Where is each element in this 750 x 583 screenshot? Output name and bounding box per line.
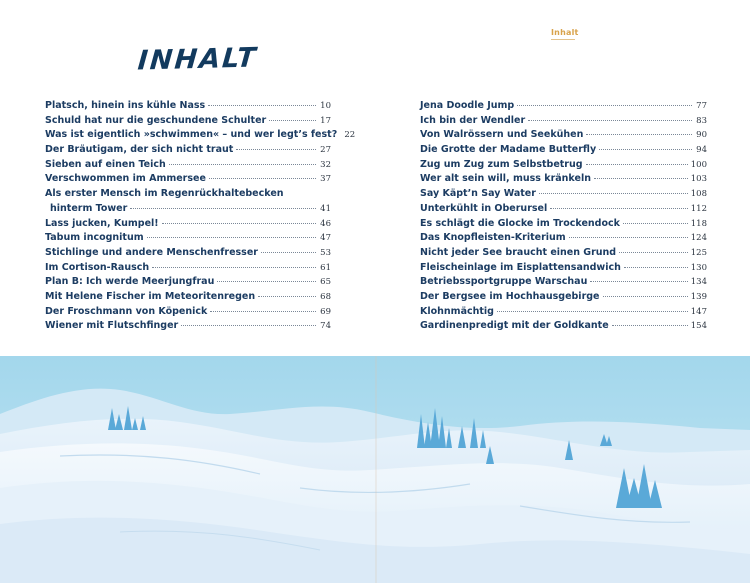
toc-leader	[603, 296, 688, 297]
toc-entry[interactable]	[420, 261, 707, 276]
toc-entry[interactable]	[420, 143, 707, 158]
toc-entry-title: Unterkühlt in Oberursel	[420, 202, 548, 214]
toc-entry[interactable]	[45, 143, 331, 158]
toc-leader	[162, 223, 316, 224]
toc-leader	[528, 120, 692, 121]
toc-entry-title: Zug um Zug zum Selbstbetrug	[420, 158, 583, 170]
toc-entry-continuation[interactable]	[45, 202, 331, 217]
toc-entry[interactable]	[420, 99, 707, 114]
toc-entry-title: Nicht jeder See braucht einen Grund	[420, 246, 617, 258]
toc-entry-title: Sieben auf einen Teich	[45, 158, 166, 170]
toc-entry-title: Schuld hat nur die geschundene Schulter	[45, 114, 267, 126]
toc-leader	[497, 311, 688, 312]
page-title: INHALT	[136, 42, 259, 77]
toc-entry-title: Der Bergsee im Hochhausgebirge	[420, 290, 600, 302]
toc-entry[interactable]	[45, 290, 331, 305]
toc-entry-page: 154	[690, 321, 707, 332]
toc-entry[interactable]	[45, 99, 331, 114]
toc-entry-title: Gardinenpredigt mit der Goldkante	[420, 320, 609, 332]
toc-entry-page: 108	[690, 189, 707, 200]
toc-entry-title: Der Bräutigam, der sich nicht traut	[45, 144, 234, 156]
toc-leader	[586, 164, 688, 165]
toc-entry-page: 10	[320, 101, 331, 111]
toc-entry-title: Verschwommen im Ammersee	[45, 173, 206, 185]
toc-entry-page: 53	[320, 247, 331, 258]
toc-entry-page: 134	[690, 277, 707, 288]
toc-entry-title: Es schlägt die Glocke im Trockendock	[420, 217, 620, 229]
toc-leader	[517, 105, 692, 106]
toc-leader	[208, 105, 316, 106]
toc-entry-page: 27	[320, 145, 331, 156]
toc-entry[interactable]	[420, 305, 707, 320]
toc-entry[interactable]	[45, 231, 331, 246]
toc-entry-title: Say Käpt’n Say Water	[420, 188, 536, 200]
toc-leader	[181, 325, 316, 326]
toc-entry-title: Lass jucken, Kumpel!	[45, 217, 159, 229]
toc-entry-page: 103	[690, 174, 707, 185]
toc-leader	[590, 281, 687, 282]
toc-entry-title: hinterm Tower	[50, 202, 128, 214]
toc-entry-page: 147	[690, 306, 707, 317]
toc-leader	[599, 149, 692, 150]
running-head: Inhalt	[551, 28, 579, 40]
toc-entry[interactable]	[45, 261, 331, 276]
toc-entry-title: Das Knopfleisten-Kriterium	[420, 232, 566, 244]
toc-entry[interactable]	[45, 246, 331, 261]
toc-entry-page: 41	[320, 203, 331, 214]
toc-entry-title: Stichlinge und andere Menschenfresser	[45, 246, 258, 258]
toc-entry-title: Fleischeinlage im Eisplattensandwich	[420, 261, 621, 273]
toc-entry[interactable]	[420, 275, 707, 290]
toc-entry-title: Was ist eigentlich »schwimmen« – und wer legt’s fest?	[45, 129, 338, 141]
toc-entry-page: 22	[344, 130, 356, 141]
toc-entry[interactable]	[45, 305, 331, 320]
toc-entry[interactable]	[45, 172, 331, 187]
toc-entry-title: Klohnmächtig	[420, 305, 494, 317]
toc-entry[interactable]	[420, 231, 707, 246]
toc-entry-title: Der Froschmann von Köpenick	[45, 305, 208, 317]
toc-entry[interactable]	[45, 217, 331, 232]
toc-entry-page: 83	[696, 115, 707, 126]
toc-leader	[130, 208, 316, 209]
toc-leader	[619, 252, 688, 253]
toc-entry-title: Die Grotte der Madame Butterfly	[420, 144, 597, 156]
toc-leader	[550, 208, 688, 209]
toc-right-column	[420, 99, 707, 334]
toc-entry-page: 61	[320, 262, 331, 273]
toc-entry-title: Als erster Mensch im Regenrückhaltebecken	[45, 188, 284, 200]
toc-entry[interactable]	[420, 114, 707, 129]
toc-entry-page: 139	[690, 291, 707, 302]
toc-entry[interactable]	[45, 158, 331, 173]
toc-entry-page: 17	[320, 115, 331, 126]
toc-entry[interactable]	[420, 246, 707, 261]
toc-entry-page: 68	[320, 291, 331, 302]
toc-entry-page: 47	[320, 233, 331, 244]
toc-entry-title: Platsch, hinein ins kühle Nass	[45, 100, 206, 111]
toc-leader	[624, 267, 688, 268]
toc-entry-page: 125	[690, 247, 707, 258]
toc-entry-title: Tabum incognitum	[45, 232, 144, 244]
toc-entry[interactable]	[45, 319, 331, 334]
toc-entry[interactable]	[420, 319, 707, 334]
toc-entry-title: Wer alt sein will, muss kränkeln	[420, 173, 591, 185]
toc-leader	[261, 252, 316, 253]
toc-leader	[612, 325, 688, 326]
toc-entry-page: 118	[690, 218, 707, 229]
toc-leader	[594, 178, 688, 179]
toc-entry[interactable]	[420, 290, 707, 305]
toc-entry-title: Jena Doodle Jump	[420, 100, 515, 111]
toc-entry-page: 90	[696, 130, 707, 141]
toc-entry-page: 32	[320, 159, 331, 170]
toc-entry-page: 112	[690, 203, 707, 214]
toc-entry-title: Ich bin der Wendler	[420, 114, 526, 126]
toc-entry[interactable]	[45, 128, 356, 143]
toc-entry-page: 77	[696, 101, 707, 111]
toc-entry-page: 94	[696, 145, 707, 156]
toc-entry[interactable]	[420, 158, 707, 173]
toc-leader	[147, 237, 316, 238]
toc-entry[interactable]	[45, 114, 331, 129]
toc-leader	[258, 296, 316, 297]
toc-leader	[210, 311, 316, 312]
toc-leader	[209, 178, 316, 179]
toc-entry[interactable]	[45, 275, 331, 290]
toc-leader	[152, 267, 316, 268]
toc-entry[interactable]	[45, 187, 331, 202]
toc-entry-page: 124	[690, 233, 707, 244]
toc-entry[interactable]	[420, 187, 707, 202]
toc-entry-title: Plan B: Ich werde Meerjungfrau	[45, 276, 215, 288]
toc-leader	[217, 281, 316, 282]
toc-leader	[169, 164, 316, 165]
toc-entry-title: Mit Helene Fischer im Meteoritenregen	[45, 290, 256, 302]
toc-entry-page: 65	[320, 277, 331, 288]
toc-entry-title: Im Cortison-Rausch	[45, 261, 150, 273]
toc-left-column	[45, 99, 356, 334]
toc-entry-page: 46	[320, 218, 331, 229]
toc-entry[interactable]	[420, 128, 707, 143]
toc-entry-page: 69	[320, 306, 331, 317]
toc-leader	[236, 149, 316, 150]
toc-entry-title: Von Walrössern und Seekühen	[420, 129, 584, 141]
toc-entry-page: 74	[320, 321, 331, 332]
toc-entry[interactable]	[420, 202, 707, 217]
toc-entry-title: Betriebssportgruppe Warschau	[420, 276, 588, 288]
toc-entry[interactable]	[420, 217, 707, 232]
toc-entry-title: Wiener mit Flutschfinger	[45, 320, 179, 332]
toc-leader	[569, 237, 688, 238]
toc-entry-page: 130	[690, 262, 707, 273]
toc-entry-page: 100	[690, 159, 707, 170]
toc-leader	[269, 120, 316, 121]
toc-leader	[623, 223, 688, 224]
snowy-landscape-illustration	[0, 356, 750, 583]
toc-entry-page: 37	[320, 174, 331, 185]
toc-leader	[586, 134, 692, 135]
toc-entry[interactable]	[420, 172, 707, 187]
toc-leader	[539, 193, 688, 194]
